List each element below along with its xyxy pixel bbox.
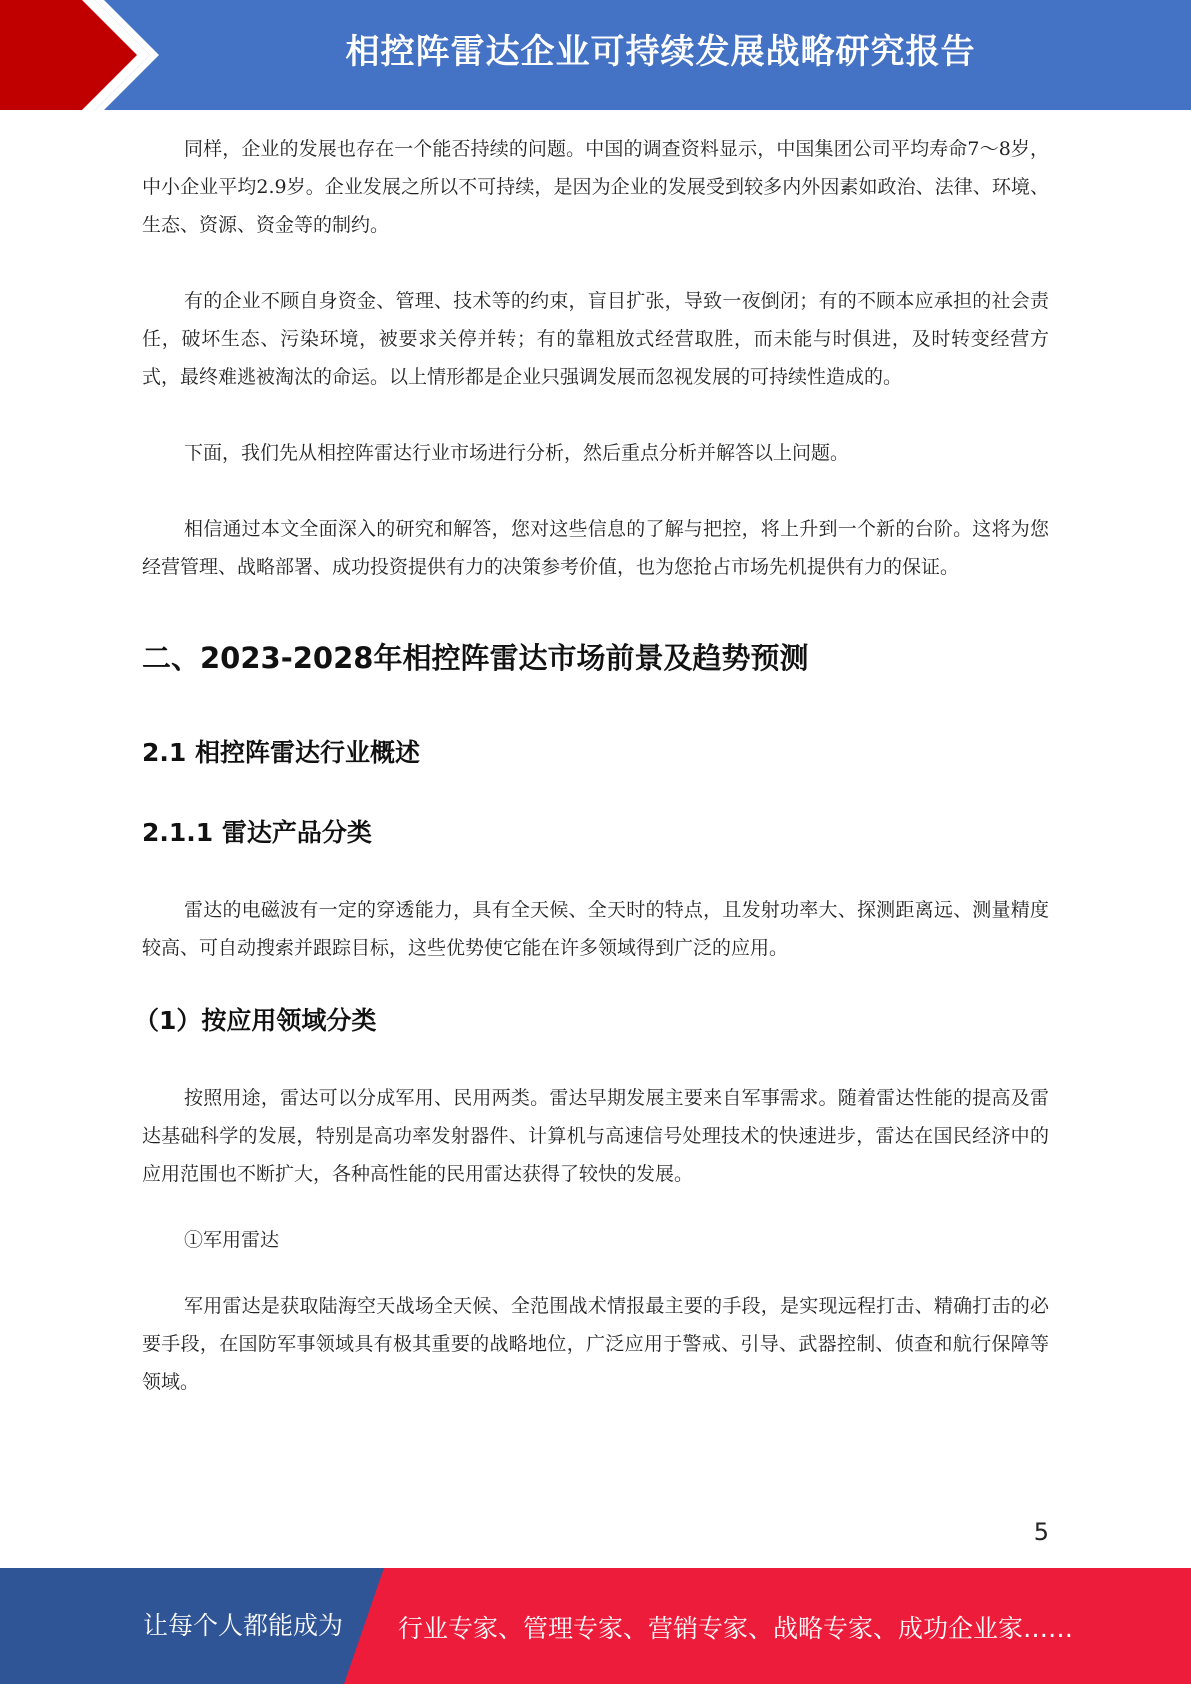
report-title: 相控阵雷达企业可持续发展战略研究报告 — [345, 32, 976, 72]
paragraph-analysis-intro: 下面，我们先从相控阵雷达行业市场进行分析，然后重点分析并解答以上问题。 — [184, 442, 850, 464]
section-heading-radar-classification: 2.1.1 雷达产品分类 — [142, 818, 372, 847]
subheading-by-application: （1）按应用领域分类 — [134, 1006, 377, 1035]
section-heading-market-forecast: 二、2023-2028年相控阵雷达市场前景及趋势预测 — [142, 641, 809, 675]
page-content — [134, 130, 1049, 1401]
paragraph-military-radar-label: ①军用雷达 — [184, 1229, 280, 1251]
paragraph-radar-advantages: 雷达的电磁波有一定的穿透能力，具有全天候、全天时的特点，且发射功率大、探测距离远、测量精度较高、可自动搜索并跟踪目标，这些优势使它能在许多领域得到广泛的应用。 — [142, 899, 1049, 959]
paragraph-military-radar-desc: 军用雷达是获取陆海空天战场全天候、全范围战术情报最主要的手段，是实现远程打击、精确打击的必要手段，在国防军事领域具有极其重要的战略地位，广泛应用于警戒、引导、武器控制、侦查和航行保障等领域。 — [142, 1295, 1049, 1393]
page-footer — [0, 1568, 1191, 1684]
footer-slogan-right: 行业专家、管理专家、营销专家、战略专家、成功企业家…… — [398, 1614, 1074, 1643]
page-header — [0, 0, 1191, 110]
paragraph-military-civil: 按照用途，雷达可以分成军用、民用两类。雷达早期发展主要来自军事需求。随着雷达性能的提高及雷达基础科学的发展，特别是高功率发射器件、计算机与高速信号处理技术的快速进步，雷达在国民经济中的应用范围也不断扩大，各种高性能的民用雷达获得了较快的发展。 — [142, 1087, 1049, 1185]
paragraph-sustainability: 同样，企业的发展也存在一个能否持续的问题。中国的调查资料显示，中国集团公司平均寿命7～8岁，中小企业平均2.9岁。企业发展之所以不可持续，是因为企业的发展受到较多内外因素如政治、法律、环境、生态、资源、资金等的制约。 — [142, 138, 1049, 236]
section-heading-industry-overview: 2.1 相控阵雷达行业概述 — [142, 738, 420, 767]
page-number: 5 — [1033, 1518, 1049, 1546]
paragraph-failure-causes: 有的企业不顾自身资金、管理、技术等的约束，盲目扩张，导致一夜倒闭；有的不顾本应承担的社会责任，破坏生态、污染环境，被要求关停并转；有的靠粗放式经营取胜，而未能与时俱进，及时转变经营方式，最终难逃被淘汰的命运。以上情形都是企业只强调发展而忽视发展的可持续性造成的。 — [142, 290, 1049, 388]
footer-slogan-left: 让每个人都能成为 — [143, 1611, 344, 1640]
paragraph-value-statement: 相信通过本文全面深入的研究和解答，您对这些信息的了解与把控，将上升到一个新的台阶。这将为您经营管理、战略部署、成功投资提供有力的决策参考价值，也为您抢占市场先机提供有力的保证。 — [142, 518, 1049, 578]
